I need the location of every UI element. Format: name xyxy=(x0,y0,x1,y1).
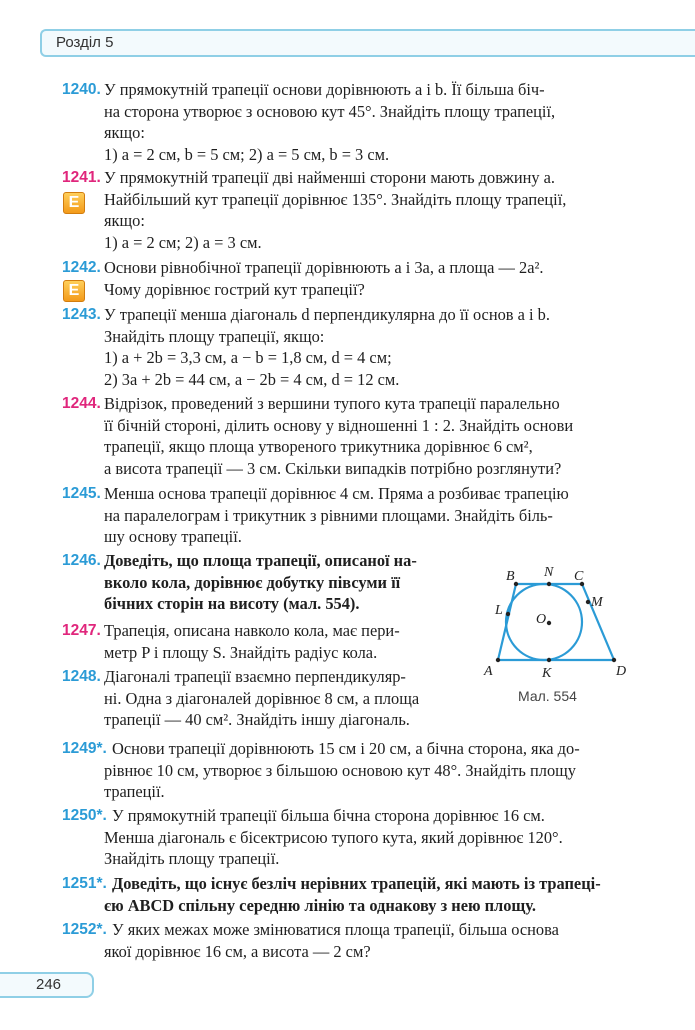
problem-line: Знайдіть площу трапеції. xyxy=(104,849,280,869)
problem-line: якщо: xyxy=(104,211,145,231)
figure-caption: Мал. 554 xyxy=(518,688,577,704)
label-B: B xyxy=(506,569,515,584)
problem-line: якої дорівнює 16 см, а висота — 2 см? xyxy=(104,941,371,961)
problem-number: 1241. xyxy=(62,169,101,186)
problem-line: 1) a = 2 см, b = 5 см; 2) a = 5 см, b = 3 см. xyxy=(104,144,390,164)
problem-line: Менша основа трапеції дорівнює 4 см. Пряма a розбиває трапецію xyxy=(104,484,569,503)
problem-1249 xyxy=(62,738,580,803)
problem-number: 1244. xyxy=(62,395,101,412)
problem-line: її бічній стороні, ділить основу у відношенні 1 : 2. Знайдіть основи xyxy=(104,415,574,435)
problem-line: Доведіть, що площа трапеції, описаної на- xyxy=(104,551,417,570)
problem-line: трапеції, якщо площа утвореного трикутника дорівнює 6 см², xyxy=(104,437,533,457)
problem-number: 1245. xyxy=(62,485,101,502)
problem-number: 1252*. xyxy=(62,921,107,938)
problem-number: 1250*. xyxy=(62,807,107,824)
problem-1251 xyxy=(62,873,601,916)
problem-number: 1248. xyxy=(62,668,101,685)
problem-line: а висота трапеції — 3 см. Скільки випадків потрібно розглянути? xyxy=(104,458,562,478)
problem-line: на сторона утворює з основою кут 45°. Знайдіть площу трапеції, xyxy=(104,101,556,121)
problem-line: Чому дорівнює гострий кут трапеції? xyxy=(104,279,365,299)
problem-1241 xyxy=(62,167,566,253)
problem-number: 1251*. xyxy=(62,875,107,892)
problem-1248 xyxy=(62,666,419,731)
problem-line: У прямокутній трапеції основи дорівнюють a і b. Її більша біч- xyxy=(104,80,545,99)
problem-line: 2) 3a + 2b = 44 см, a − 2b = 4 см, d = 12 см. xyxy=(104,369,400,389)
section-header xyxy=(40,29,695,57)
problem-line: єю ABCD спільну середню лінію та однакову з нею площу. xyxy=(104,895,536,915)
problem-line: метр P і площу S. Знайдіть радіус кола. xyxy=(104,642,378,662)
problem-line: Знайдіть площу трапеції, якщо: xyxy=(104,326,325,346)
problem-1242 xyxy=(62,257,544,300)
label-M: M xyxy=(591,595,603,610)
e-level-icon: E xyxy=(63,192,85,214)
page-number-box xyxy=(0,972,94,998)
problem-line: бічних сторін на висоту (мал. 554). xyxy=(104,594,360,614)
problem-number: 1249*. xyxy=(62,740,107,757)
problem-number: 1243. xyxy=(62,306,101,323)
problem-1247 xyxy=(62,620,400,663)
problem-line: Найбільший кут трапеції дорівнює 135°. Знайдіть площу трапеції, xyxy=(104,189,567,209)
problem-line: Основи рівнобічної трапеції дорівнюють a і 3a, а площа — 2a². xyxy=(104,258,544,277)
problem-line: рівнює 10 см, утворює з більшою основою кут 48°. Знайдіть площу xyxy=(104,760,576,780)
problem-1246 xyxy=(62,550,417,615)
problem-line: трапеції — 40 см². Знайдіть іншу діагональ. xyxy=(104,710,410,730)
page-number: 246 xyxy=(36,976,62,993)
point-D xyxy=(612,658,616,662)
problem-line: Трапеція, описана навколо кола, має пери- xyxy=(104,621,400,640)
label-D: D xyxy=(616,664,627,679)
problem-1244 xyxy=(62,393,573,479)
problem-1245 xyxy=(62,483,569,548)
label-L: L xyxy=(495,603,503,618)
point-A xyxy=(496,658,500,662)
label-A: A xyxy=(484,664,493,679)
problem-number: 1240. xyxy=(62,81,101,98)
problem-line: вколо кола, дорівнює добутку півсуми її xyxy=(104,572,401,592)
problem-line: трапеції. xyxy=(104,782,165,802)
label-O: O xyxy=(536,612,547,627)
point-N xyxy=(547,582,551,586)
problem-line: У яких межах може змінюватися площа трапеції, більша основа xyxy=(112,920,559,939)
problem-line: на паралелограм і трикутник з рівними площами. Знайдіть біль- xyxy=(104,505,553,525)
problem-line: Основи трапеції дорівнюють 15 см і 20 см, а бічна сторона, яка до- xyxy=(112,739,580,758)
point-O xyxy=(547,621,551,625)
section-title: Розділ 5 xyxy=(56,34,114,51)
point-K xyxy=(547,658,551,662)
problem-line: У прямокутній трапеції більша бічна сторона дорівнює 16 см. xyxy=(112,806,545,825)
problem-line: Відрізок, проведений з вершини тупого кута трапеції паралельно xyxy=(104,394,560,413)
problem-1250 xyxy=(62,805,563,870)
problem-line: 1) a = 2 см; 2) a = 3 см. xyxy=(104,232,262,252)
problem-1252 xyxy=(62,919,559,962)
problem-1240 xyxy=(62,79,555,165)
problem-line: Доведіть, що існує безліч нерівних трапецій, які мають із трапеці- xyxy=(112,874,601,893)
label-K: K xyxy=(542,666,552,681)
problem-number: 1246. xyxy=(62,552,101,569)
problem-line: ні. Одна з діагоналей дорівнює 8 см, а площа xyxy=(104,688,420,708)
problem-number: 1242. xyxy=(62,259,101,276)
problem-line: Менша діагональ є бісектрисою тупого кута, який дорівнює 120°. xyxy=(104,827,563,847)
point-M xyxy=(586,600,590,604)
point-L xyxy=(506,612,510,616)
e-level-icon: E xyxy=(63,280,85,302)
problem-line: У прямокутній трапеції дві найменші сторони мають довжину a. xyxy=(104,168,556,187)
label-C: C xyxy=(574,569,584,584)
label-N: N xyxy=(544,565,554,580)
problem-line: Діагоналі трапеції взаємно перпендикуляр- xyxy=(104,667,406,686)
problem-line: 1) a + 2b = 3,3 см, a − b = 1,8 см, d = 4 см; xyxy=(104,348,392,368)
problem-line: якщо: xyxy=(104,123,145,143)
problem-number: 1247. xyxy=(62,622,101,639)
problem-1243 xyxy=(62,304,550,390)
problem-line: У трапеції менша діагональ d перпендикулярна до її основ a і b. xyxy=(104,305,550,324)
problem-line: шу основу трапеції. xyxy=(104,527,242,547)
